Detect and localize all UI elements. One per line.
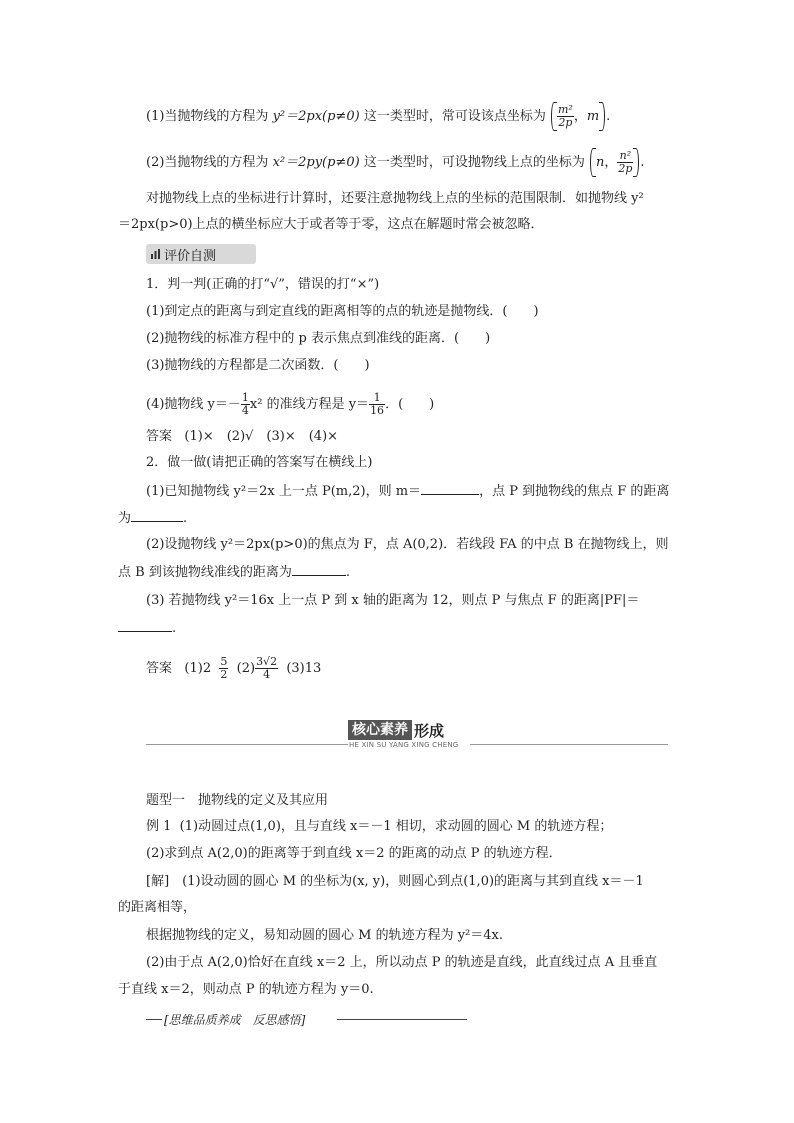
fraction: $\frac{\text{m²}}{2p}$ [557,103,573,129]
intro-line-2: (2)当抛物线的方程为 x²＝2py(p≠0) 这一类型时，可设抛物线上点的坐标为 n， $\frac{\text{n²}}{2p}$ . [146,149,645,175]
solution-line-5: 于直线 x＝2，则动点 P 的轨迹方程为 y＝0. [118,982,374,997]
answer-blank[interactable] [292,563,346,576]
intro-text: 这一类型时，可设抛物线上点的坐标为 [363,155,585,170]
solution-line-3: 根据抛物线的定义，易知动圆的圆心 M 的轨迹方程为 y²＝4x. [146,928,503,943]
coordinate: $\frac{\text{m²}}{2p}$ ，m [551,104,605,129]
answer-1 [146,428,338,446]
q2-item-2: (2)设抛物线 y²＝2px(p>0)的焦点为 F，点 A(0,2)．若线段 FA 的中点 B 在抛物线上，则 [146,537,669,552]
fraction: $\frac{\text{n²}}{2p}$ [618,149,633,175]
q1-item: (1)到定点的距离与到定直线的距离相等的点的轨迹是抛物线．( ) [146,304,539,319]
reflect-heading: [思维品质养成 反思感悟] [164,1013,306,1027]
solution-line-2: 的距离相等， [118,900,197,915]
q1-item: (2)抛物线的标准方程中的 p 表示焦点到准线的距离．( ) [146,331,491,346]
q1-item: (3)抛物线的方程都是二次函数．( ) [146,358,370,373]
reflect-dash [146,1019,162,1020]
intro-text: (2)当抛物线的方程为 [146,155,269,170]
fraction: $\frac{1}{4}$ [241,391,249,417]
q2-item-1-cont: 为 . [118,511,188,526]
q2-item-3: (3) 若抛物线 y²＝16x 上一点 P 到 x 轴的距离为 12，则点 P 与焦点 F 的距离|PF|＝ [146,593,640,608]
answer-label: 答案 [146,661,173,676]
section-title-rest: 形成 [414,722,445,740]
equation: x²＝2py(p≠0) [272,155,360,170]
example-question-1: 例 1 (1)动圆过点(1,0)，且与直线 x＝－1 相切，求动圆的圆心 M 的轨迹方程； [146,819,613,834]
type-title: 题型一 抛物线的定义及其应用 [146,793,329,808]
q2-item-1: (1)已知抛物线 y²＝2x 上一点 P(m,2)，则 m＝ ，点 P 到抛物线的焦点 F 的距离 [146,484,670,499]
answer-blank[interactable] [421,482,479,495]
answer-blank[interactable] [131,509,183,522]
q2-item-2-cont: 点 B 到该抛物线准线的距离为 . [118,565,350,580]
solution-line-4: (2)由于点 A(2,0)恰好在直线 x＝2 上，所以动点 P 的轨迹是直线，此直线过点 A 且垂直 [146,955,658,970]
reflect-rule [337,1019,467,1020]
intro-line-4: ＝2px(p>0)上点的横坐标应大于或者等于零，这点在解题时常会被忽略． [118,217,544,232]
fraction: $\frac{1}{16}$ [370,391,385,417]
section-rule-left [146,744,348,745]
solution-line-1: [解] (1)设动圆的圆心 M 的坐标为(x, y)，则圆心到点(1,0)的距离与其到直线 x＝－1 [146,874,644,889]
answer-label: 答案 [146,429,173,444]
q1-title: 1．判一判(正确的打“√”，错误的打“×”) [146,277,380,292]
intro-line-1: (1)当抛物线的方程为 y²＝2px(p≠0) 这一类型时，常可设该点坐标为 $\frac{\text{m²}}{2p}$ ，m . [146,103,611,129]
equation: y²＝2px(p≠0) [272,109,360,124]
example-question-2: (2)求到点 A(2,0)的距离等于到直线 x＝2 的距离的动点 P 的轨迹方程． [146,846,562,861]
answer-text: (1)× (2)√ (3)× (4)× [184,429,339,444]
q2-title: 2．做一做(请把正确的答案写在横线上) [146,455,373,470]
section-subtitle: HE XIN SU YANG XING CHENG [349,741,459,749]
intro-line-3: 对抛物线上点的坐标进行计算时，还要注意抛物线上点的坐标的范围限制．如抛物线 y² [146,191,644,206]
q1-item-4: (4)抛物线 y＝－ $\frac{1}{4}$ x² 的准线方程是 y＝ $\frac{1}{16}$ ．( ) [146,391,435,417]
example-label: 例 1 [146,819,172,834]
intro-text: 这一类型时，常可设该点坐标为 [363,109,546,124]
section-title-box: 核心素养 [348,720,412,740]
fraction: $\frac{5}{2}$ [220,655,228,681]
q2-item-3-cont: . [118,619,176,638]
answer-2: 答案 (1)2 $\frac{5}{2}$ (2) $\frac{3√2}{4}$ (3)13 [146,655,322,681]
coordinate: n， $\frac{\text{n²}}{2p}$ [590,150,639,175]
banner-label: 评价自测 [164,249,217,264]
self-test-banner [146,244,256,264]
chart-icon [150,248,162,260]
intro-text: (1)当抛物线的方程为 [146,109,269,124]
fraction: $\frac{3√2}{4}$ [256,655,278,681]
section-rule-right [470,744,668,745]
answer-blank[interactable] [118,619,172,632]
